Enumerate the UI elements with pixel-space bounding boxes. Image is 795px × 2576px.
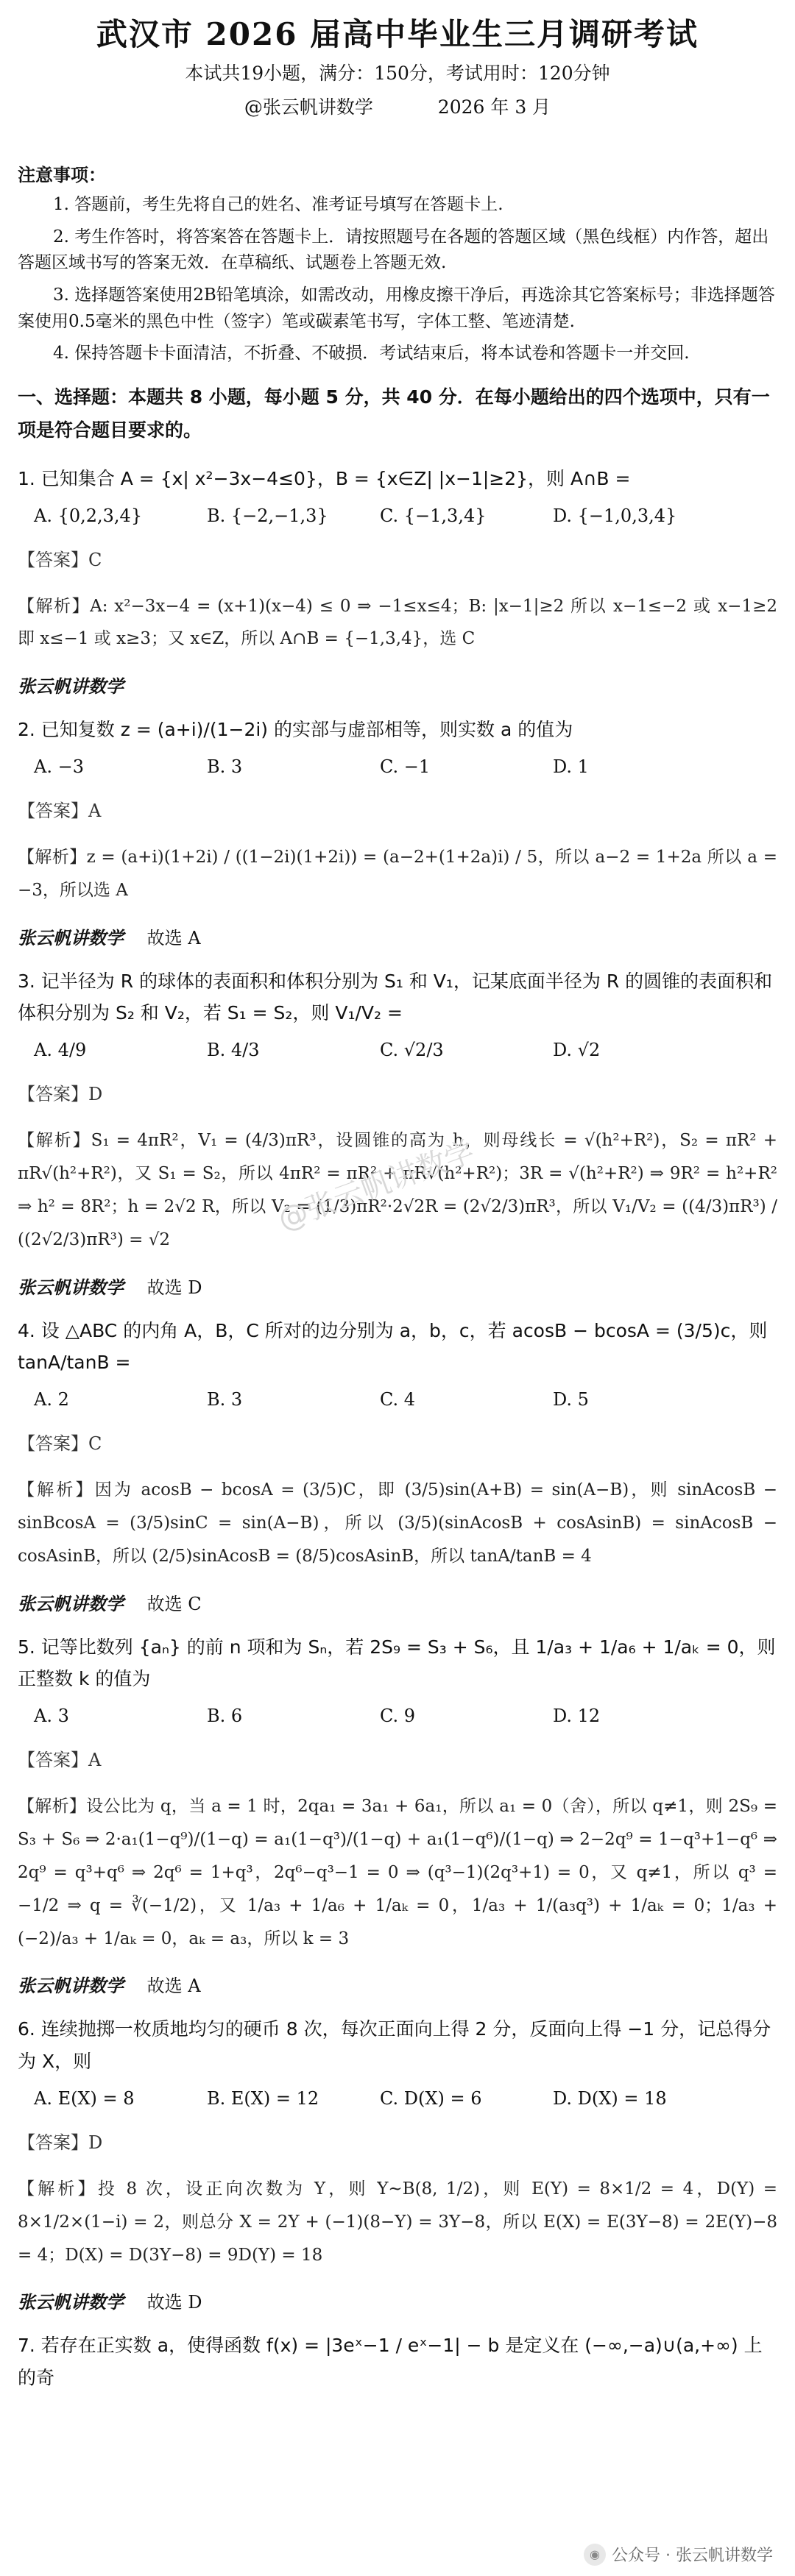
signature — [18, 2288, 777, 2313]
option-d: D. 12 — [553, 1706, 601, 1727]
question-options — [34, 505, 777, 526]
option-d: D. D(X) = 18 — [553, 2087, 667, 2109]
question-stem: 1. 已知集合 A = {x| x²−3x−4≤0}，B = {x∈Z| |x−1|≥2}，则 A∩B = — [18, 467, 631, 489]
question-options — [34, 2088, 777, 2109]
question-options — [34, 1706, 777, 1726]
option-a: A. E(X) = 8 — [34, 2087, 135, 2109]
question-stem: 3. 记半径为 R 的球体的表面积和体积分别为 S₁ 和 V₁，记某底面半径为 R 的圆锥的表面积和体积分别为 S₂ 和 V₂，若 S₁ = S₂，则 V₁/V₂ = — [18, 970, 773, 1024]
explanation: 【解析】z = (a+i)(1+2i) / ((1−2i)(1+2i)) = (a−2+(1+2a)i) / 5，所以 a−2 = 1+2a 所以 a = −3，所以选 A — [18, 848, 777, 900]
question-options — [34, 1040, 777, 1060]
wechat-icon: ◉ — [584, 2544, 606, 2566]
explanation: 【解析】S₁ = 4πR²，V₁ = (4/3)πR³，设圆锥的高为 h，则母线长 = √(h²+R²)，S₂ = πR² + πR√(h²+R²)，又 S₁ = S₂，所以 4πR² = πR² + πR√(h²+R²)；3R = √(h²+R²) ⇒ 9R² = h²+R² ⇒ h² = 8R²；h = 2√2 R，所以 V₂ = (1/3)πR²·2√2R = (2√2/3)πR³，所以 V₁/V₂ = ((4/3)πR³) / ((2√2/3)πR³) = √2 — [18, 1131, 777, 1249]
signature — [18, 1273, 777, 1299]
question-1 — [18, 463, 777, 698]
question-4 — [18, 1315, 777, 1615]
question-options — [34, 756, 777, 777]
answer: 【答案】A — [18, 801, 102, 822]
option-c: C. √2/3 — [380, 1040, 444, 1061]
question-stem: 4. 设 △ABC 的内角 A，B，C 所对的边分别为 a，b，c，若 acosB − bcosA = (3/5)c，则 tanA/tanB = — [18, 1319, 768, 1374]
option-a: A. 3 — [34, 1706, 69, 1727]
answer: 【答案】C — [18, 549, 102, 570]
option-b: B. 6 — [207, 1706, 243, 1727]
option-b: B. 3 — [207, 1389, 243, 1411]
signature-brand: 张云帆讲数学 — [18, 2292, 124, 2313]
signature — [18, 672, 777, 698]
answer: 【答案】D — [18, 2132, 103, 2153]
signature-brand: 张云帆讲数学 — [18, 1593, 124, 1614]
question-5 — [18, 1631, 777, 1998]
explanation: 【解析】设公比为 q，当 a = 1 时，2qa₁ = 3a₁ + 6a₁，所以 a₁ = 0（舍），所以 q≠1，则 2S₉ = S₃ + S₆ ⇒ 2·a₁(1−q⁹)/(1−q) = a₁(1−q³)/(1−q) + a₁(1−q⁶)/(1−q) ⇒ 2−2q⁹ = 1−q³+1−q⁶ ⇒ 2q⁹ = q³+q⁶ ⇒ 2q⁶ = 1+q³，2q⁶−q³−1 = 0 ⇒ (q³−1)(2q³+1) = 0，又 q≠1，所以 q³ = −1/2 ⇒ q = ∛(−1/2)，又 1/a₃ + 1/a₆ + 1/aₖ = 0，1/a₃ + 1/(a₃q³) + 1/aₖ = 0；1/a₃ + (−2)/a₃ + 1/aₖ = 0，aₖ = a₃，所以 k = 3 — [18, 1797, 777, 1948]
question-options — [34, 1389, 777, 1410]
answer: 【答案】C — [18, 1433, 102, 1455]
footer — [584, 2543, 773, 2566]
question-stem: 5. 记等比数列 {aₙ} 的前 n 项和为 Sₙ，若 2S₉ = S₃ + S₆，且 1/a₃ + 1/a₆ + 1/aₖ = 0，则正整数 k 的值为 — [18, 1636, 776, 1690]
exam-meta — [18, 93, 777, 119]
notice-item: 4. 保持答题卡卡面清洁，不折叠、不破损．考试结束后，将本试卷和答题卡一并交回. — [53, 344, 690, 363]
explanation: 【解析】A: x²−3x−4 = (x+1)(x−4) ≤ 0 ⇒ −1≤x≤4；B: |x−1|≥2 所以 x−1≤−2 或 x−1≥2 即 x≤−1 或 x≥3；又 x∈Z，所以 A∩B = {−1,3,4}，选 C — [18, 596, 777, 649]
option-a: A. −3 — [34, 756, 84, 778]
signature — [18, 923, 777, 949]
exam-title: 武汉市 2026 届高中毕业生三月调研考试 — [96, 16, 699, 52]
question-stem: 6. 连续抛掷一枚质地均匀的硬币 8 次，每次正面向上得 2 分，反面向上得 −1 分，记总得分为 X，则 — [18, 2018, 771, 2073]
notice-item: 1. 答题前，考生先将自己的姓名、准考证号填写在答题卡上. — [53, 195, 504, 214]
notice-item: 2. 考生作答时，将答案答在答题卡上．请按照题号在各题的答题区域（黑色线框）内作答，超出答题区域书写的答案无效．在草稿纸、试题卷上答题无效. — [18, 227, 769, 273]
footer-text: 公众号 · 张云帆讲数学 — [612, 2547, 773, 2565]
option-d: D. √2 — [553, 1040, 601, 1061]
notice-heading: 注意事项： — [18, 165, 106, 185]
exam-author: @张云帆讲数学 — [244, 96, 373, 118]
option-d: D. 1 — [553, 756, 589, 778]
signature-choice: 故选 C — [146, 1593, 202, 1614]
answer: 【答案】A — [18, 1750, 102, 1771]
question-stem: 2. 已知复数 z = (a+i)/(1−2i) 的实部与虚部相等，则实数 a 的值为 — [18, 719, 573, 741]
question-3 — [18, 965, 777, 1299]
question-7-partial: 7. 若存在正实数 a，使得函数 f(x) = |3eˣ−1 / eˣ−1| − b 是定义在 (−∞,−a)∪(a,+∞) 上的奇 — [18, 2335, 763, 2389]
notice-item: 3. 选择题答案使用2B铅笔填涂，如需改动，用橡皮擦干净后，再选涂其它答案标号；非选择题答案使用0.5毫米的黑色中性（签字）笔或碳素笔书写，字体工整、笔迹清楚. — [18, 285, 775, 331]
option-d: D. 5 — [553, 1389, 589, 1411]
option-c: C. 9 — [380, 1706, 416, 1727]
signature-choice: 故选 D — [146, 1277, 202, 1298]
signature-brand: 张云帆讲数学 — [18, 1976, 124, 1997]
option-a: A. {0,2,3,4} — [34, 505, 143, 526]
signature-choice: 故选 A — [146, 927, 201, 948]
notice-block — [18, 160, 777, 367]
signature-brand: 张云帆讲数学 — [18, 676, 124, 698]
signature-brand: 张云帆讲数学 — [18, 1277, 124, 1298]
option-c: C. −1 — [380, 756, 431, 778]
option-b: B. 3 — [207, 756, 243, 778]
option-c: C. 4 — [380, 1389, 416, 1411]
option-a: A. 2 — [34, 1389, 69, 1411]
signature — [18, 1971, 777, 1997]
option-c: C. D(X) = 6 — [380, 2087, 482, 2109]
option-b: B. {−2,−1,3} — [207, 505, 328, 526]
question-6 — [18, 2013, 777, 2313]
section-title: 一、选择题：本题共 8 小题，每小题 5 分，共 40 分．在每小题给出的四个选项中，只有一项是符合题目要求的。 — [18, 386, 770, 441]
signature — [18, 1589, 777, 1615]
signature-brand: 张云帆讲数学 — [18, 927, 124, 948]
option-a: A. 4/9 — [34, 1040, 87, 1061]
exam-subtitle: 本试共19小题，满分：150分，考试用时：120分钟 — [185, 63, 610, 84]
explanation: 【解析】投 8 次，设正向次数为 Y，则 Y~B(8, 1/2)，则 E(Y) = 8×1/2 = 4，D(Y) = 8×1/2×(1−i) = 2，则总分 X = 2Y + (−1)(8−Y) = 3Y−8，所以 E(X) = E(3Y−8) = 2E(Y)−8 = 4；D(X) = D(3Y−8) = 9D(Y) = 18 — [18, 2179, 777, 2265]
signature-choice: 故选 A — [146, 1976, 201, 1997]
exam-date: 2026 年 3 月 — [437, 96, 551, 118]
option-b: B. 4/3 — [207, 1040, 260, 1061]
explanation: 【解析】因为 acosB − bcosA = (3/5)C，即 (3/5)sin(A+B) = sin(A−B)，则 sinAcosB − sinBcosA = (3/5)sinC = sin(A−B)，所以 (3/5)(sinAcosB + cosAsinB) = sinAcosB − cosAsinB，所以 (2/5)sinAcosB = (8/5)cosAsinB，所以 tanA/tanB = 4 — [18, 1480, 777, 1566]
option-c: C. {−1,3,4} — [380, 505, 487, 526]
option-b: B. E(X) = 12 — [207, 2087, 319, 2109]
option-d: D. {−1,0,3,4} — [553, 505, 677, 526]
question-2 — [18, 714, 777, 948]
answer: 【答案】D — [18, 1084, 103, 1105]
watermark: @张云帆讲数学 — [273, 1135, 479, 1238]
signature-choice: 故选 D — [146, 2292, 202, 2313]
